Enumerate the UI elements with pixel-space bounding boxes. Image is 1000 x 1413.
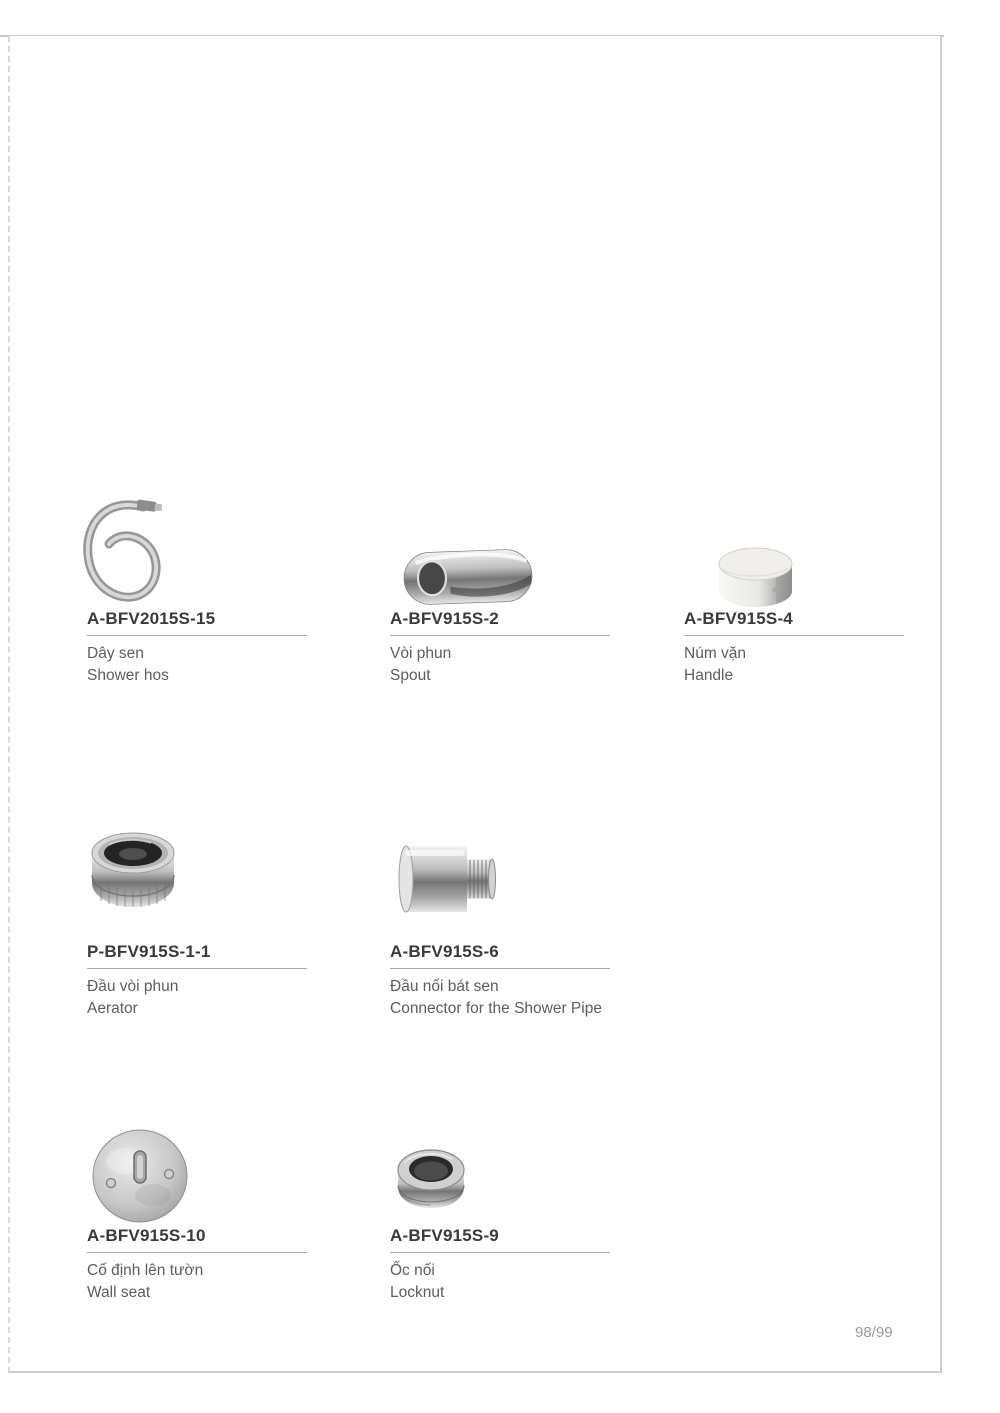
locknut-icon [390, 1137, 472, 1215]
product-photo [79, 490, 337, 608]
product-name-en: Spout [390, 667, 431, 684]
product-code: A-BFV915S-9 [390, 1226, 499, 1245]
code-underline [87, 635, 307, 636]
product-card [390, 820, 640, 1020]
product-card [87, 1126, 337, 1304]
product-code: A-BFV2015S-15 [87, 609, 216, 628]
product-card [87, 490, 337, 687]
product-name-vi: Dây sen [87, 645, 144, 662]
product-code: P-BFV915S-1-1 [87, 942, 211, 961]
pipe-connector-icon [397, 843, 509, 915]
shower-hose-icon [79, 495, 164, 608]
product-code: A-BFV915S-10 [87, 1226, 206, 1245]
product-photo [402, 490, 640, 608]
product-card [87, 820, 337, 1020]
spout-icon [402, 546, 535, 608]
product-card [684, 490, 934, 687]
aerator-icon [87, 823, 179, 915]
product-name-en: Wall seat [87, 1284, 151, 1301]
product-card [390, 490, 640, 687]
product-code: A-BFV915S-6 [390, 942, 499, 961]
code-underline [87, 1252, 307, 1253]
product-name-en: Locknut [390, 1284, 445, 1301]
product-name-vi: Núm vặn [684, 645, 747, 662]
product-name-vi: Vòi phun [390, 645, 452, 662]
product-code: A-BFV915S-4 [684, 609, 793, 628]
code-underline [684, 635, 904, 636]
code-underline [390, 635, 610, 636]
product-name-en: Aerator [87, 1000, 138, 1017]
product-code: A-BFV915S-2 [390, 609, 499, 628]
product-name-vi: Đầu nối bát sen [390, 978, 499, 995]
product-card [390, 1126, 640, 1304]
product-photo [714, 490, 934, 608]
product-name-en: Connector for the Shower Pipe [390, 1000, 602, 1017]
product-photo [390, 1126, 640, 1225]
product-name-en: Shower hos [87, 667, 169, 684]
product-photo [397, 820, 640, 915]
page-frame [8, 36, 942, 1373]
page-number: 98/99 [855, 1324, 893, 1341]
product-photo [87, 820, 337, 915]
handle-knob-icon [714, 545, 797, 608]
product-name-vi: Đầu vòi phun [87, 978, 179, 995]
wall-seat-icon [90, 1125, 190, 1225]
code-underline [390, 1252, 610, 1253]
product-name-en: Handle [684, 667, 734, 684]
product-photo [90, 1126, 337, 1225]
code-underline [390, 968, 610, 969]
product-name-vi: Ốc nối [390, 1262, 435, 1279]
product-name-vi: Cố định lên tườn [87, 1262, 204, 1279]
code-underline [87, 968, 307, 969]
